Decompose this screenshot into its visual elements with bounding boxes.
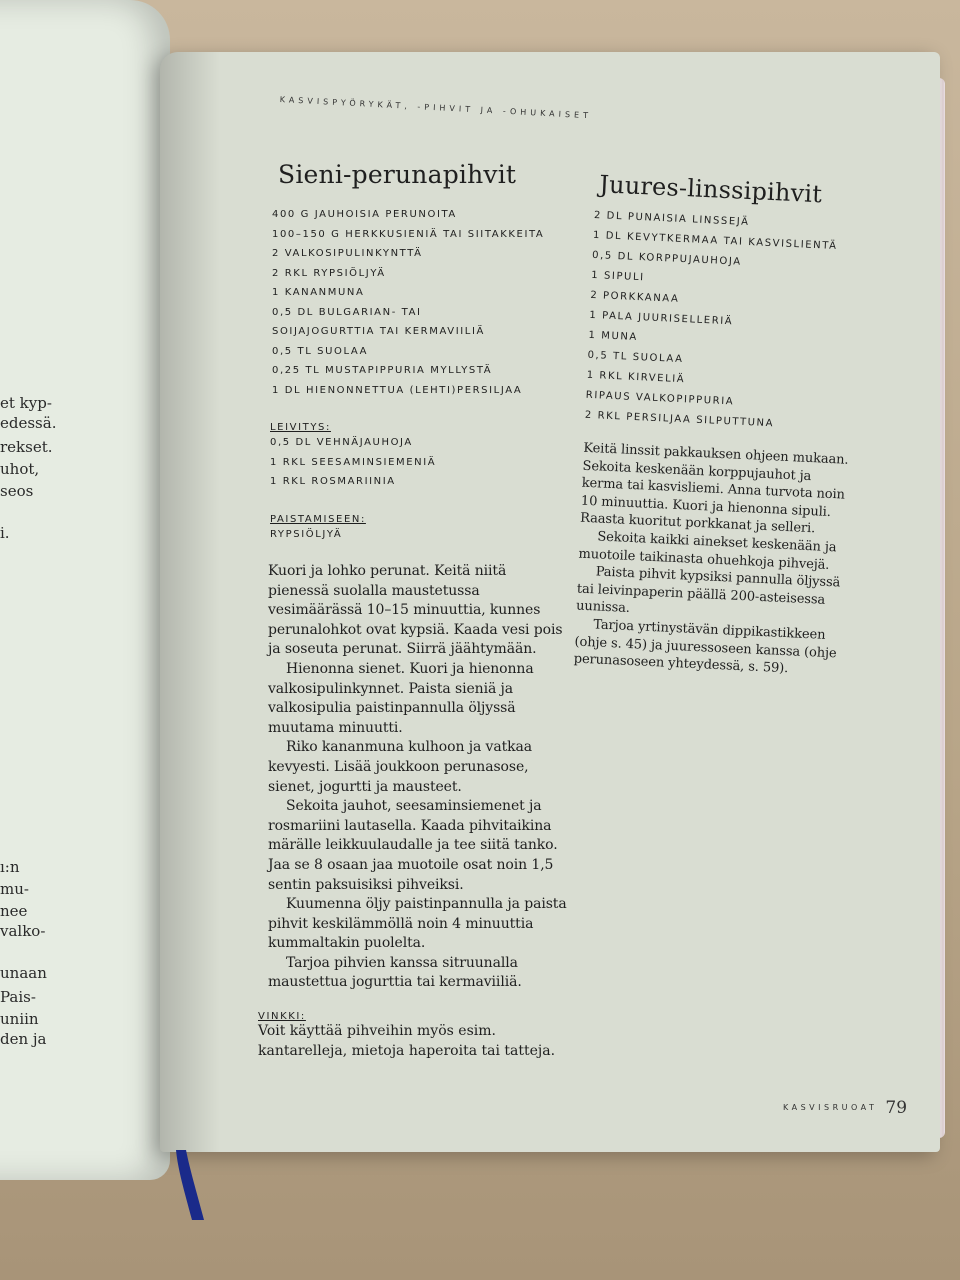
ingredient-list: [584, 206, 874, 438]
left-page-text-fragment: unaan: [0, 964, 47, 982]
ingredient: 2 RKL RYPSIÖLJYÄ: [272, 267, 386, 279]
left-page-text-fragment: seos: [0, 482, 34, 500]
left-page-text-fragment: edessä.: [0, 414, 57, 432]
page-gutter-shadow: [160, 52, 220, 1152]
ingredient-list: [272, 205, 576, 400]
left-page-text-fragment: den ja: [0, 1030, 47, 1048]
ingredient: 400 G JAUHOISIA PERUNOITA: [272, 209, 457, 220]
frying-list: [270, 525, 576, 545]
coating-label: LEIVITYS:: [270, 422, 331, 433]
left-page-text-fragment: rekset.: [0, 438, 53, 456]
instruction-paragraph: Sekoita kaikki ainekset keskenään ja muotoile taikinasta ohuehkoja pihvejä.: [578, 529, 837, 573]
recipe-juures-linssipihvit: [573, 170, 875, 681]
ingredient: 2 RKL PERSILJAA SILPUTTUNA: [584, 409, 775, 430]
instruction-paragraph: Riko kananmuna kulhoon ja vatkaa kevyesti. Lisää joukkoon perunasose, sienet, jogurtti ja mausteet.: [268, 739, 533, 795]
left-page: [0, 0, 170, 1180]
instruction-paragraph: Paista pihvit kypsiksi pannulla öljyssä tai leivinpaperin päällä 200-asteisessa uunissa.: [575, 564, 841, 617]
ingredient: 0,5 TL SUOLAA: [272, 345, 369, 357]
instruction-paragraph: Keitä linssit pakkauksen ohjeen mukaan. Sekoita keskenään korppujauhot ja kerma tai kasvisliemi. Anna turvota noin 10 minuuttia. Kuori ja hienonna sipuli. Raasta kuoritut porkkanat ja selleri.: [579, 440, 849, 537]
left-page-text-fragment: Pais-: [0, 988, 36, 1006]
coating-list: [270, 433, 576, 492]
left-page-text-fragment: uhot,: [0, 460, 40, 478]
tip-text: Voit käyttää pihveihin myös esim. kantarelleja, mietoja haperoita tai tatteja.: [258, 1023, 556, 1059]
ingredient: 100–150 G HERKKUSIENIÄ TAI SIITAKKEITA: [272, 228, 545, 240]
ingredient: 0,5 DL VEHNÄJAUHOJA: [270, 437, 413, 448]
instructions: [573, 440, 853, 681]
ingredient: 0,5 DL KORPPUJAUHOJA: [591, 249, 742, 268]
ingredient: 1 RKL ROSMARIINIA: [270, 476, 396, 487]
page-footer: [783, 1097, 907, 1118]
ingredient: RYPSIÖLJYÄ: [270, 528, 343, 540]
ingredient: 0,5 TL SUOLAA: [587, 349, 684, 366]
left-page-text-fragment: ı:n: [0, 858, 20, 876]
recipe-title: Juures-linssipihvit: [598, 170, 823, 209]
instruction-paragraph: Kuori ja lohko perunat. Keitä niitä pienessä suolalla maustetussa vesimäärässä 10–15 minuuttia, kunnes perunalohkot ovat kypsiä. Kaada vesi pois ja soseuta perunat. Siirrä jäähtymään.: [268, 563, 563, 658]
ingredient: 1 PALA JUURISELLERIÄ: [589, 309, 734, 328]
left-page-text-fragment: nee: [0, 902, 28, 920]
ingredient: 1 SIPULI: [590, 269, 645, 284]
running-head: KASVISPYÖRYKÄT, -PIHVIT JA -OHUKAISET: [279, 95, 593, 121]
left-page-text-fragment: valko-: [0, 922, 46, 940]
ingredient: 1 KANANMUNA: [272, 287, 365, 298]
ingredient: 1 RKL KIRVELIÄ: [586, 369, 686, 386]
left-page-text-fragment: i.: [0, 524, 10, 542]
ribbon-bookmark: [170, 1150, 210, 1220]
ingredient: 1 DL KEVYTKERMAA TAI KASVISLIENTÄ: [592, 229, 838, 253]
ingredient: 2 VALKOSIPULINKYNTTÄ: [272, 248, 423, 259]
ingredient: 2 DL PUNAISIA LINSSEJÄ: [593, 209, 750, 229]
ingredient: RIPAUS VALKOPIPPURIA: [585, 389, 735, 408]
left-page-text-fragment: uniin: [0, 1010, 39, 1028]
instruction-paragraph: Tarjoa pihvien kanssa sitruunalla maustettua jogurttia tai kermaviiliä.: [268, 954, 522, 991]
page-number: 79: [885, 1097, 908, 1118]
left-page-text-fragment: et kyp-: [0, 394, 52, 412]
instruction-paragraph: Kuumenna öljy paistinpannulla ja paista pihvit keskilämmöllä noin 4 minuuttia kummaltakin puolelta.: [268, 896, 567, 952]
frying-label: PAISTAMISEEN:: [270, 513, 366, 525]
instruction-paragraph: Sekoita jauhot, seesaminsiemenet ja rosmariini lautasella. Kaada pihvitaikina märälle leikkuulaudalle ja tee siitä tanko. Jaa se 8 osaan jaa muotoile osat noin 1,5 sentin paksuisiksi pihveiksi.: [268, 798, 558, 893]
ingredient: 0,25 TL MUSTAPIPPURIA MYLLYSTÄ: [272, 365, 493, 376]
ingredient: 1 DL HIENONNETTUA (LEHTI)PERSILJAA: [272, 384, 523, 396]
ingredient: SOIJAJOGURTTIA TAI KERMAVIILIÄ: [272, 326, 485, 337]
ingredient: 0,5 DL BULGARIAN- TAI: [272, 306, 422, 318]
left-page-text-fragment: mu-: [0, 880, 29, 898]
instruction-paragraph: Hienonna sienet. Kuori ja hienonna valkosipulinkynnet. Paista sieniä ja valkosipulia paistinpannulla öljyssä muutama minuutti.: [268, 660, 534, 736]
footer-section-name: KASVISRUOAT: [783, 1103, 878, 1112]
ingredient: 1 MUNA: [588, 329, 639, 344]
tip-label: VINKKI:: [258, 1011, 306, 1023]
recipe-sieni-perunapihvit: [256, 160, 576, 1061]
ingredient: 2 PORKKANAA: [590, 289, 680, 305]
instructions: [268, 562, 568, 993]
instruction-paragraph: Tarjoa yrtinystävän dippikastikkeen (ohje s. 45) ja juuressoseen kanssa (ohje perunasoseen yhteydessä, s. 59).: [573, 617, 837, 677]
ingredient: 1 RKL SEESAMINSIEMENIÄ: [270, 456, 437, 468]
recipe-title: Sieni-perunapihvit: [278, 160, 517, 189]
